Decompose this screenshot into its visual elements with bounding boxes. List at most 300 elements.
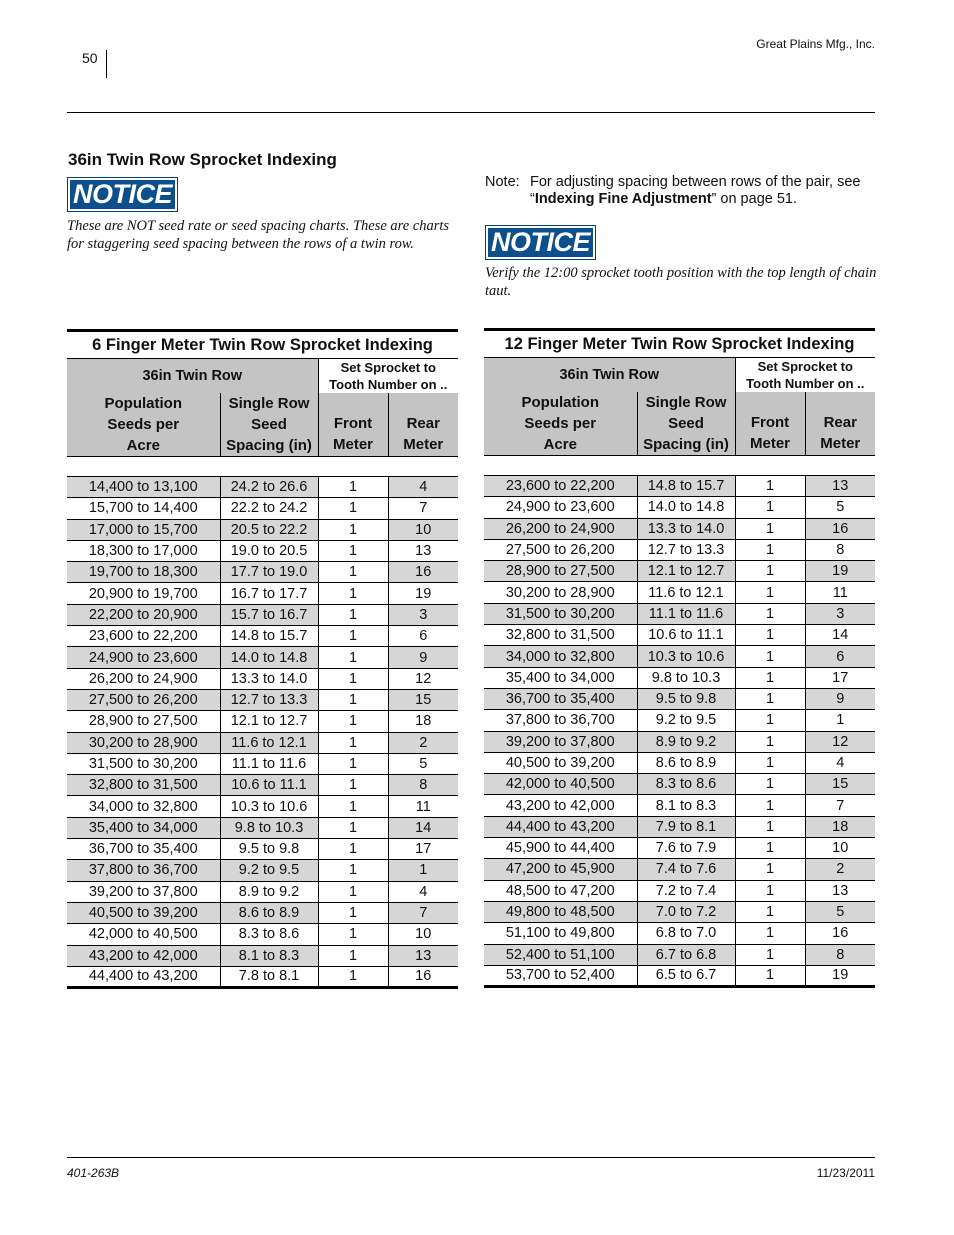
population-cell: 17,000 to 15,700 (67, 519, 220, 540)
rear-meter-cell: 15 (388, 689, 458, 710)
population-cell: 20,900 to 19,700 (67, 583, 220, 604)
table-row (484, 901, 875, 922)
spacing-cell: 6.7 to 6.8 (637, 944, 735, 965)
front-meter-cell: 1 (318, 668, 388, 689)
population-cell: 22,200 to 20,900 (67, 604, 220, 625)
rear-meter-cell: 16 (805, 923, 875, 944)
front-meter-cell: 1 (318, 775, 388, 796)
note-body (530, 174, 875, 208)
population-cell: 43,200 to 42,000 (484, 795, 637, 816)
table-row (484, 646, 875, 667)
front-meter-header-line: Front (333, 414, 373, 432)
table-row (67, 775, 458, 796)
spacing-cell: 13.3 to 14.0 (220, 668, 318, 689)
front-meter-header-line: Meter (332, 435, 373, 453)
population-cell: 28,900 to 27,500 (484, 561, 637, 582)
spacing-cell: 9.8 to 10.3 (220, 817, 318, 838)
population-cell: 26,200 to 24,900 (484, 518, 637, 539)
population-cell: 35,400 to 34,000 (67, 817, 220, 838)
table-title: 12 Finger Meter Twin Row Sprocket Indexing (484, 330, 875, 358)
notice-badge (485, 225, 596, 260)
rear-meter-cell: 8 (805, 539, 875, 560)
rear-meter-cell: 4 (388, 881, 458, 902)
spacing-cell: 6.8 to 7.0 (637, 923, 735, 944)
spacing-header (220, 393, 318, 457)
spacing-cell: 8.9 to 9.2 (637, 731, 735, 752)
table-row (484, 923, 875, 944)
population-header (67, 393, 220, 457)
rear-meter-header (388, 393, 458, 457)
front-meter-cell: 1 (735, 710, 805, 731)
rear-meter-cell: 8 (388, 775, 458, 796)
rear-meter-cell: 3 (388, 604, 458, 625)
rear-meter-cell: 1 (388, 860, 458, 881)
rear-meter-cell: 18 (805, 816, 875, 837)
front-meter-cell: 1 (735, 752, 805, 773)
front-meter-header (318, 393, 388, 457)
spacing-cell: 22.2 to 24.2 (220, 498, 318, 519)
front-meter-cell: 1 (735, 476, 805, 497)
rear-meter-header-line: Meter (403, 435, 444, 453)
spacing-cell: 16.7 to 17.7 (220, 583, 318, 604)
rear-meter-cell: 7 (388, 498, 458, 519)
table-row (484, 752, 875, 773)
front-meter-header-line: Front (750, 413, 790, 431)
table-row (484, 965, 875, 986)
front-meter-cell: 1 (735, 965, 805, 986)
twin-row-header: 36in Twin Row (484, 358, 735, 393)
spacing-cell: 8.6 to 8.9 (637, 752, 735, 773)
population-cell: 24,900 to 23,600 (484, 497, 637, 518)
spacing-header-line: Spacing (in) (643, 436, 729, 453)
table-row (67, 689, 458, 710)
population-cell: 52,400 to 51,100 (484, 944, 637, 965)
front-meter-cell: 1 (318, 817, 388, 838)
table-row (67, 604, 458, 625)
population-cell: 37,800 to 36,700 (67, 860, 220, 881)
population-cell: 30,200 to 28,900 (484, 582, 637, 603)
spacing-cell: 8.3 to 8.6 (220, 924, 318, 945)
table-row (67, 498, 458, 519)
front-meter-cell: 1 (735, 795, 805, 816)
rear-meter-header-line: Rear (406, 414, 440, 432)
population-cell: 37,800 to 36,700 (484, 710, 637, 731)
front-meter-cell: 1 (318, 711, 388, 732)
population-cell: 48,500 to 47,200 (484, 880, 637, 901)
spacing-cell: 12.1 to 12.7 (220, 711, 318, 732)
rear-meter-cell: 5 (805, 497, 875, 518)
spacing-cell: 14.0 to 14.8 (637, 497, 735, 518)
notice-badge-label: NOTICE (491, 227, 591, 257)
front-meter-cell: 1 (735, 518, 805, 539)
rear-meter-cell: 14 (388, 817, 458, 838)
front-meter-cell: 1 (318, 945, 388, 966)
rear-meter-cell: 12 (388, 668, 458, 689)
rear-meter-cell: 11 (388, 796, 458, 817)
population-cell: 49,800 to 48,500 (484, 901, 637, 922)
table-row (484, 838, 875, 859)
rear-meter-header-line: Rear (823, 413, 857, 431)
table-row (484, 710, 875, 731)
population-cell: 36,700 to 35,400 (67, 839, 220, 860)
rear-meter-cell: 3 (805, 603, 875, 624)
table-row (67, 881, 458, 902)
table-row (67, 753, 458, 774)
spacing-header-line: Seed (251, 416, 287, 433)
spacing-cell: 6.5 to 6.7 (637, 965, 735, 986)
spacing-cell: 7.9 to 8.1 (637, 816, 735, 837)
note-text-after: ” on page 51. (711, 191, 798, 207)
population-cell: 23,600 to 22,200 (67, 626, 220, 647)
population-header-line: Population (521, 394, 599, 411)
notice-badge (67, 177, 178, 212)
spacing-cell: 14.0 to 14.8 (220, 647, 318, 668)
front-meter-cell: 1 (318, 881, 388, 902)
document-number: 401-263B (67, 1166, 120, 1180)
rear-meter-cell: 16 (805, 518, 875, 539)
spacing-cell: 9.2 to 9.5 (637, 710, 735, 731)
table-row (67, 732, 458, 753)
front-meter-cell: 1 (735, 582, 805, 603)
front-meter-cell: 1 (735, 646, 805, 667)
page-number-divider (106, 50, 107, 78)
population-header-line: Seeds per (524, 415, 597, 432)
spacing-cell: 14.8 to 15.7 (637, 476, 735, 497)
rear-meter-cell: 14 (805, 625, 875, 646)
population-header-line: Population (104, 395, 182, 412)
population-cell: 42,000 to 40,500 (67, 924, 220, 945)
population-cell: 35,400 to 34,000 (484, 667, 637, 688)
rear-meter-cell: 16 (388, 562, 458, 583)
set-sprocket-header (318, 359, 458, 394)
table-row (484, 944, 875, 965)
table-row (67, 839, 458, 860)
twelve-finger-indexing-table (484, 328, 875, 988)
rear-meter-cell: 15 (805, 774, 875, 795)
spacing-cell: 10.3 to 10.6 (637, 646, 735, 667)
set-sprocket-header (735, 358, 875, 393)
six-finger-indexing-table (67, 329, 458, 989)
population-cell: 27,500 to 26,200 (484, 539, 637, 560)
spacing-cell: 7.8 to 8.1 (220, 966, 318, 987)
spacing-cell: 8.1 to 8.3 (637, 795, 735, 816)
rear-meter-header-line: Meter (820, 434, 861, 452)
spacing-cell: 10.3 to 10.6 (220, 796, 318, 817)
front-meter-cell: 1 (318, 647, 388, 668)
rear-meter-cell: 17 (805, 667, 875, 688)
spacing-cell: 12.7 to 13.3 (637, 539, 735, 560)
table-row (67, 966, 458, 987)
rear-meter-cell: 19 (805, 965, 875, 986)
table-row (484, 582, 875, 603)
set-sprocket-line-1: Set Sprocket to (757, 359, 853, 374)
note-label: Note: (485, 174, 520, 190)
table-row (67, 860, 458, 881)
set-sprocket-line-2: Tooth Number on .. (746, 376, 865, 391)
spacing-cell: 12.1 to 12.7 (637, 561, 735, 582)
table-row (67, 796, 458, 817)
rear-meter-cell: 5 (388, 753, 458, 774)
table-row (484, 476, 875, 497)
set-sprocket-line-1: Set Sprocket to (340, 360, 436, 375)
twin-row-header: 36in Twin Row (67, 359, 318, 394)
front-meter-cell: 1 (318, 860, 388, 881)
front-meter-cell: 1 (735, 625, 805, 646)
spacing-cell: 8.3 to 8.6 (637, 774, 735, 795)
table-row (484, 816, 875, 837)
population-cell: 31,500 to 30,200 (484, 603, 637, 624)
front-meter-cell: 1 (735, 561, 805, 582)
table-row (67, 562, 458, 583)
front-meter-cell: 1 (318, 626, 388, 647)
rear-meter-cell: 2 (805, 859, 875, 880)
spacing-cell: 10.6 to 11.1 (637, 625, 735, 646)
table-row (67, 945, 458, 966)
rear-meter-cell: 9 (388, 647, 458, 668)
spacing-cell: 17.7 to 19.0 (220, 562, 318, 583)
rear-meter-cell: 17 (388, 839, 458, 860)
front-meter-cell: 1 (735, 859, 805, 880)
spacing-cell: 12.7 to 13.3 (220, 689, 318, 710)
population-cell: 15,700 to 14,400 (67, 498, 220, 519)
population-cell: 47,200 to 45,900 (484, 859, 637, 880)
rear-meter-cell: 7 (388, 902, 458, 923)
population-header-line: Acre (126, 437, 160, 454)
spacing-cell: 11.1 to 11.6 (220, 753, 318, 774)
table-row (484, 539, 875, 560)
spacing-header-line: Single Row (645, 394, 727, 411)
rear-meter-cell: 2 (388, 732, 458, 753)
page-number: 50 (82, 50, 98, 66)
rear-meter-cell: 4 (388, 477, 458, 498)
front-meter-cell: 1 (735, 838, 805, 859)
spacing-cell: 11.6 to 12.1 (637, 582, 735, 603)
front-meter-header-line: Meter (749, 434, 790, 452)
front-meter-cell: 1 (735, 880, 805, 901)
population-cell: 24,900 to 23,600 (67, 647, 220, 668)
population-cell: 23,600 to 22,200 (484, 476, 637, 497)
table-row (484, 561, 875, 582)
rear-meter-header (805, 392, 875, 456)
table-row (484, 731, 875, 752)
spacing-cell: 20.5 to 22.2 (220, 519, 318, 540)
set-sprocket-line-2: Tooth Number on .. (329, 377, 448, 392)
rear-meter-cell: 6 (805, 646, 875, 667)
population-cell: 44,400 to 43,200 (67, 966, 220, 987)
spacing-cell: 9.2 to 9.5 (220, 860, 318, 881)
spacing-cell: 8.9 to 9.2 (220, 881, 318, 902)
population-cell: 27,500 to 26,200 (67, 689, 220, 710)
rear-meter-cell: 7 (805, 795, 875, 816)
document-date: 11/23/2011 (816, 1166, 875, 1180)
front-meter-cell: 1 (735, 944, 805, 965)
population-cell: 51,100 to 49,800 (484, 923, 637, 944)
spacing-cell: 14.8 to 15.7 (220, 626, 318, 647)
front-meter-cell: 1 (318, 924, 388, 945)
note-link[interactable]: Indexing Fine Adjustment (534, 191, 712, 207)
table-row (67, 583, 458, 604)
spacing-cell: 9.5 to 9.8 (220, 839, 318, 860)
spacing-header-line: Seed (668, 415, 704, 432)
front-meter-cell: 1 (735, 667, 805, 688)
population-cell: 39,200 to 37,800 (484, 731, 637, 752)
population-cell: 42,000 to 40,500 (484, 774, 637, 795)
rear-meter-cell: 13 (388, 540, 458, 561)
front-meter-cell: 1 (735, 923, 805, 944)
rear-meter-cell: 19 (388, 583, 458, 604)
front-meter-cell: 1 (735, 901, 805, 922)
population-header-line: Acre (543, 436, 577, 453)
population-cell: 31,500 to 30,200 (67, 753, 220, 774)
spacing-cell: 11.1 to 11.6 (637, 603, 735, 624)
population-cell: 19,700 to 18,300 (67, 562, 220, 583)
company-name: Great Plains Mfg., Inc. (756, 37, 875, 51)
rear-meter-cell: 1 (805, 710, 875, 731)
table-row (67, 902, 458, 923)
population-cell: 28,900 to 27,500 (67, 711, 220, 732)
front-meter-cell: 1 (318, 839, 388, 860)
section-title: 36in Twin Row Sprocket Indexing (68, 150, 337, 169)
rear-meter-cell: 4 (805, 752, 875, 773)
front-meter-cell: 1 (735, 816, 805, 837)
header-rule (67, 112, 875, 113)
notice-badge-label: NOTICE (73, 179, 173, 209)
table-row (484, 880, 875, 901)
spacing-header (637, 392, 735, 456)
population-cell: 45,900 to 44,400 (484, 838, 637, 859)
header-spacer (484, 456, 875, 476)
front-meter-cell: 1 (318, 902, 388, 923)
header-spacer (67, 457, 458, 477)
rear-meter-cell: 18 (388, 711, 458, 732)
front-meter-cell: 1 (318, 753, 388, 774)
population-cell: 53,700 to 52,400 (484, 965, 637, 986)
population-cell: 34,000 to 32,800 (67, 796, 220, 817)
spacing-cell: 8.1 to 8.3 (220, 945, 318, 966)
notice-text: Verify the 12:00 sprocket tooth position with the top length of chain taut. (485, 265, 877, 299)
spacing-cell: 15.7 to 16.7 (220, 604, 318, 625)
table-title: 6 Finger Meter Twin Row Sprocket Indexing (67, 331, 458, 359)
spacing-cell: 9.8 to 10.3 (637, 667, 735, 688)
front-meter-cell: 1 (318, 732, 388, 753)
rear-meter-cell: 13 (388, 945, 458, 966)
front-meter-header (735, 392, 805, 456)
population-cell: 43,200 to 42,000 (67, 945, 220, 966)
table-row (484, 518, 875, 539)
front-meter-cell: 1 (318, 540, 388, 561)
notice-text: These are NOT seed rate or seed spacing charts. These are charts for staggering seed spacing between the rows of a twin row. (67, 218, 450, 252)
spacing-cell: 9.5 to 9.8 (637, 688, 735, 709)
front-meter-cell: 1 (735, 774, 805, 795)
population-cell: 32,800 to 31,500 (484, 625, 637, 646)
rear-meter-cell: 9 (805, 688, 875, 709)
population-cell: 14,400 to 13,100 (67, 477, 220, 498)
population-cell: 40,500 to 39,200 (484, 752, 637, 773)
population-cell: 26,200 to 24,900 (67, 668, 220, 689)
rear-meter-cell: 12 (805, 731, 875, 752)
table-row (67, 668, 458, 689)
table-row (484, 795, 875, 816)
footer-rule (67, 1157, 875, 1158)
front-meter-cell: 1 (318, 583, 388, 604)
population-cell: 30,200 to 28,900 (67, 732, 220, 753)
front-meter-cell: 1 (318, 689, 388, 710)
population-header (484, 392, 637, 456)
spacing-cell: 24.2 to 26.6 (220, 477, 318, 498)
table-row (484, 859, 875, 880)
note-text-before: For adjusting spacing between rows of the pair, see “ (530, 174, 861, 207)
population-cell: 18,300 to 17,000 (67, 540, 220, 561)
table-row (484, 774, 875, 795)
front-meter-cell: 1 (735, 539, 805, 560)
spacing-cell: 7.6 to 7.9 (637, 838, 735, 859)
spacing-cell: 7.2 to 7.4 (637, 880, 735, 901)
population-header-line: Seeds per (107, 416, 180, 433)
spacing-cell: 19.0 to 20.5 (220, 540, 318, 561)
population-cell: 44,400 to 43,200 (484, 816, 637, 837)
front-meter-cell: 1 (735, 731, 805, 752)
rear-meter-cell: 8 (805, 944, 875, 965)
table-row (484, 688, 875, 709)
rear-meter-cell: 13 (805, 880, 875, 901)
spacing-cell: 11.6 to 12.1 (220, 732, 318, 753)
population-cell: 39,200 to 37,800 (67, 881, 220, 902)
front-meter-cell: 1 (735, 497, 805, 518)
table-row (67, 817, 458, 838)
rear-meter-cell: 10 (388, 519, 458, 540)
table-row (67, 711, 458, 732)
population-cell: 36,700 to 35,400 (484, 688, 637, 709)
front-meter-cell: 1 (318, 562, 388, 583)
front-meter-cell: 1 (318, 498, 388, 519)
population-cell: 34,000 to 32,800 (484, 646, 637, 667)
rear-meter-cell: 10 (805, 838, 875, 859)
table-row (484, 667, 875, 688)
table-row (67, 647, 458, 668)
population-cell: 40,500 to 39,200 (67, 902, 220, 923)
spacing-cell: 7.0 to 7.2 (637, 901, 735, 922)
table-row (484, 497, 875, 518)
table-row (484, 603, 875, 624)
front-meter-cell: 1 (318, 477, 388, 498)
table-row (67, 924, 458, 945)
spacing-cell: 10.6 to 11.1 (220, 775, 318, 796)
front-meter-cell: 1 (735, 603, 805, 624)
rear-meter-cell: 10 (388, 924, 458, 945)
spacing-cell: 7.4 to 7.6 (637, 859, 735, 880)
front-meter-cell: 1 (318, 966, 388, 987)
table-row (67, 477, 458, 498)
table-row (67, 540, 458, 561)
rear-meter-cell: 11 (805, 582, 875, 603)
rear-meter-cell: 19 (805, 561, 875, 582)
front-meter-cell: 1 (318, 519, 388, 540)
table-row (67, 519, 458, 540)
rear-meter-cell: 5 (805, 901, 875, 922)
table-row (484, 625, 875, 646)
population-cell: 32,800 to 31,500 (67, 775, 220, 796)
rear-meter-cell: 16 (388, 966, 458, 987)
rear-meter-cell: 6 (388, 626, 458, 647)
spacing-header-line: Single Row (228, 395, 310, 412)
spacing-cell: 8.6 to 8.9 (220, 902, 318, 923)
spacing-cell: 13.3 to 14.0 (637, 518, 735, 539)
rear-meter-cell: 13 (805, 476, 875, 497)
front-meter-cell: 1 (318, 604, 388, 625)
front-meter-cell: 1 (318, 796, 388, 817)
spacing-header-line: Spacing (in) (226, 437, 312, 454)
table-row (67, 626, 458, 647)
